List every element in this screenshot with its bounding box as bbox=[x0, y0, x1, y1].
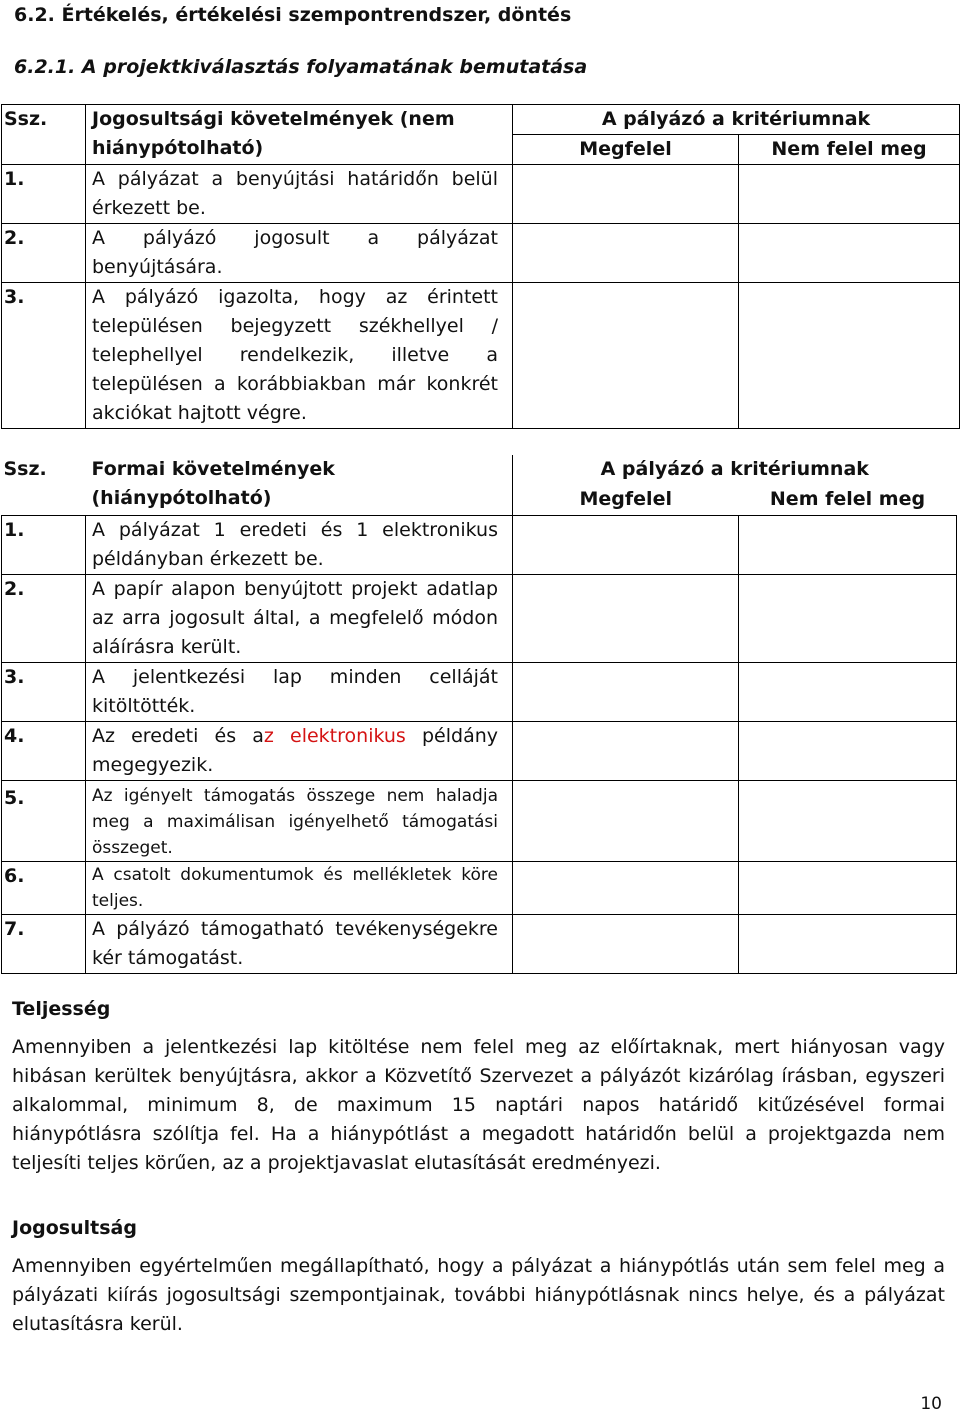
nem-felel-meg-cell[interactable] bbox=[739, 861, 957, 914]
megfelel-header: Megfelel bbox=[513, 135, 739, 165]
requirement-header: Formai követelmények (hiánypótolható) bbox=[86, 455, 513, 515]
row-text-cell bbox=[86, 861, 513, 914]
nem-felel-meg-header: Nem felel meg bbox=[739, 135, 960, 165]
megfelel-cell[interactable] bbox=[513, 914, 739, 973]
row-text-cell bbox=[86, 780, 513, 861]
highlighted-text: z elektronikus bbox=[263, 724, 406, 747]
nem-felel-meg-cell[interactable] bbox=[739, 721, 957, 780]
row-text: A pályázat a benyújtási határidőn belül érkezett be. bbox=[86, 165, 513, 224]
row-text: A csatolt dokumentumok és mellékletek köre teljes. bbox=[92, 864, 498, 911]
row-number: 3. bbox=[2, 662, 86, 721]
row-text-end: példány megegyezik. bbox=[92, 724, 499, 776]
eligibility-table bbox=[1, 104, 960, 429]
row-text: A jelentkezési lap minden celláját kitöltötték. bbox=[86, 662, 513, 721]
section-title: 6.2. Értékelés, értékelési szempontrendszer, döntés bbox=[14, 4, 572, 26]
table-row bbox=[2, 861, 957, 914]
table-row bbox=[2, 224, 960, 283]
row-number: 2. bbox=[2, 224, 86, 283]
megfelel-cell[interactable] bbox=[513, 780, 739, 861]
nem-felel-meg-header: Nem felel meg bbox=[769, 488, 926, 510]
table-row bbox=[2, 914, 957, 973]
table-row bbox=[2, 662, 957, 721]
criteria-group-header: A pályázó a kritériumnak bbox=[513, 105, 960, 135]
row-number: 1. bbox=[2, 165, 86, 224]
table-row bbox=[2, 780, 957, 861]
row-text bbox=[86, 721, 513, 780]
row-number: 3. bbox=[2, 283, 86, 429]
page-number: 10 bbox=[920, 1394, 942, 1414]
subsection-title: 6.2.1. A projektkiválasztás folyamatának bemutatása bbox=[14, 56, 588, 78]
requirement-header: Jogosultsági követelmények (nem hiánypótolható) bbox=[86, 105, 513, 165]
table-row bbox=[2, 283, 960, 429]
row-number: 1. bbox=[2, 515, 86, 574]
row-number: 6. bbox=[2, 861, 86, 914]
row-text: A pályázó támogatható tevékenységekre kér támogatást. bbox=[86, 914, 513, 973]
megfelel-cell[interactable] bbox=[513, 662, 739, 721]
nem-felel-meg-cell[interactable] bbox=[739, 914, 957, 973]
table-row bbox=[2, 165, 960, 224]
megfelel-cell[interactable] bbox=[513, 861, 739, 914]
row-number: 5. bbox=[2, 780, 86, 861]
megfelel-cell[interactable] bbox=[513, 283, 739, 429]
row-text: A pályázat 1 eredeti és 1 elektronikus példányban érkezett be. bbox=[86, 515, 513, 574]
megfelel-cell[interactable] bbox=[513, 721, 739, 780]
row-number: 2. bbox=[2, 574, 86, 662]
nem-felel-meg-cell[interactable] bbox=[739, 780, 957, 861]
megfelel-cell[interactable] bbox=[513, 165, 739, 224]
nem-felel-meg-cell[interactable] bbox=[739, 515, 957, 574]
row-text: A pályázó igazolta, hogy az érintett településen bejegyzett székhellyel / telephellyel rendelkezik, illetve a településen a korábbiakban már konkrét akciókat hajtott végre. bbox=[86, 283, 513, 429]
nem-felel-meg-cell[interactable] bbox=[739, 662, 957, 721]
nem-felel-meg-cell[interactable] bbox=[739, 283, 960, 429]
teljesseg-title: Teljesség bbox=[12, 998, 111, 1020]
row-text: A pályázó jogosult a pályázat benyújtására. bbox=[86, 224, 513, 283]
row-number: 7. bbox=[2, 914, 86, 973]
row-number: 4. bbox=[2, 721, 86, 780]
row-text: Az igényelt támogatás összege nem haladja meg a maximálisan igényelhető támogatási összeget. bbox=[92, 785, 498, 858]
ssz-header: Ssz. bbox=[3, 458, 47, 480]
megfelel-header: Megfelel bbox=[579, 488, 672, 510]
formal-requirements-table bbox=[1, 455, 957, 974]
jogosultsag-title: Jogosultság bbox=[12, 1217, 137, 1239]
criteria-group-header: A pályázó a kritériumnak bbox=[600, 458, 869, 480]
megfelel-cell[interactable] bbox=[513, 574, 739, 662]
jogosultsag-paragraph: Amennyiben egyértelműen megállapítható, hogy a pályázat a hiánypótlás után sem felel meg a pályázati kiírás jogosultsági szempontjainak, további hiánypótlásnak nincs helye, és a pályázat elutasításra kerül. bbox=[12, 1255, 945, 1335]
megfelel-cell[interactable] bbox=[513, 224, 739, 283]
teljesseg-paragraph: Amennyiben a jelentkezési lap kitöltése nem felel meg az előírtaknak, mert hiányosan vagy hibásan kerültek benyújtásra, akkor a Közvetítő Szervezet a pályázót kizárólag írásban, egyszeri alkalommal, minimum 8, de maximum 15 naptári napos határidő kitűzésével formai hiánypótlásra szólítja fel. Ha a hiánypótlást a megadott határidőn belül a projektgazda nem teljesíti teljes körűen, az a projektjavaslat elutasítását eredményezi. bbox=[12, 1036, 945, 1174]
megfelel-cell[interactable] bbox=[513, 515, 739, 574]
row-text-start: Az eredeti és a bbox=[92, 724, 264, 747]
table-row bbox=[2, 574, 957, 662]
nem-felel-meg-cell[interactable] bbox=[739, 224, 960, 283]
row-text: A papír alapon benyújtott projekt adatlap az arra jogosult által, a megfelelő módon aláírásra került. bbox=[86, 574, 513, 662]
nem-felel-meg-cell[interactable] bbox=[739, 165, 960, 224]
nem-felel-meg-cell[interactable] bbox=[739, 574, 957, 662]
table-row bbox=[2, 721, 957, 780]
table-row bbox=[2, 515, 957, 574]
ssz-header: Ssz. bbox=[2, 105, 86, 165]
